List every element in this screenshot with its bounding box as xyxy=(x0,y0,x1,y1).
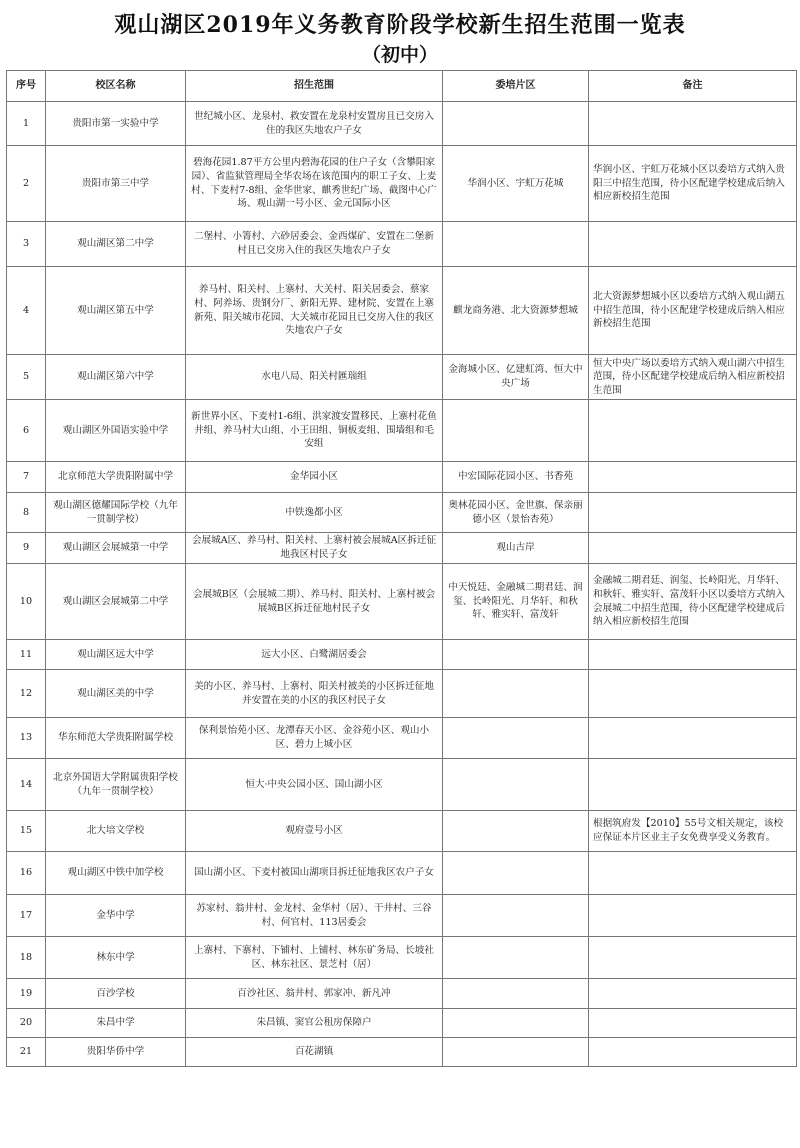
cell-enrollment-scope: 碧海花园1.87平方公里内碧海花园的住户子女（含攀阳家园）、省监狱管理局全华农场在该范围内的职工子女、上麦村、下麦村7-8组、金华世家、麒秀世纪广场、截图中心广场、观山湖一号小区、金元国际小区 xyxy=(186,146,443,222)
cell-school-name: 观山湖区第六中学 xyxy=(46,355,186,400)
page-title: 观山湖区2019年义务教育阶段学校新生招生范围一览表 xyxy=(114,12,686,38)
table-row xyxy=(7,1009,797,1038)
table-row xyxy=(7,400,797,462)
cell-commissioned-area xyxy=(443,1038,589,1067)
cell-enrollment-scope: 百沙社区、翁井村、郭家冲、新凡冲 xyxy=(186,979,443,1009)
cell-no: 8 xyxy=(7,493,46,533)
cell-commissioned-area xyxy=(443,102,589,146)
cell-remarks xyxy=(589,895,797,937)
cell-remarks xyxy=(589,533,797,564)
cell-school-name: 观山湖区德耀国际学校（九年一贯制学校） xyxy=(46,493,186,533)
cell-remarks xyxy=(589,222,797,267)
cell-no: 9 xyxy=(7,533,46,564)
cell-enrollment-scope: 保利景怡苑小区、龙潭春天小区、金谷苑小区、观山小区、碧力上城小区 xyxy=(186,718,443,759)
cell-school-name: 北京外国语大学附属贵阳学校（九年一贯制学校） xyxy=(46,759,186,811)
cell-remarks xyxy=(589,493,797,533)
cell-enrollment-scope: 远大小区、白鹭湖居委会 xyxy=(186,640,443,670)
cell-no: 11 xyxy=(7,640,46,670)
cell-enrollment-scope: 国山湖小区、下麦村被国山湖项目拆迁征地我区农户子女 xyxy=(186,852,443,895)
table-row xyxy=(7,811,797,852)
table-row xyxy=(7,222,797,267)
cell-no: 17 xyxy=(7,895,46,937)
cell-remarks xyxy=(589,400,797,462)
cell-no: 21 xyxy=(7,1038,46,1067)
cell-enrollment-scope: 苏家村、翁井村、金龙村、金华村（居）、干井村、三谷村、何官村、113居委会 xyxy=(186,895,443,937)
cell-commissioned-area xyxy=(443,759,589,811)
cell-commissioned-area xyxy=(443,1009,589,1038)
cell-no: 20 xyxy=(7,1009,46,1038)
cell-commissioned-area: 华润小区、宇虹万花城 xyxy=(443,146,589,222)
header-no: 序号 xyxy=(7,71,46,102)
cell-no: 16 xyxy=(7,852,46,895)
cell-commissioned-area xyxy=(443,718,589,759)
table-row xyxy=(7,640,797,670)
cell-commissioned-area xyxy=(443,222,589,267)
cell-enrollment-scope: 二堡村、小箐村、六砂居委会、金西煤矿、安置在二堡新村且已交房入住的我区失地农户子女 xyxy=(186,222,443,267)
table-header-row xyxy=(7,71,797,102)
table-row xyxy=(7,355,797,400)
cell-remarks: 金融城二期君廷、润玺、长岭阳光、月华轩、和秋轩、雅实轩、富茂轩小区以委培方式纳入会展城二中招生范围，待小区配建学校建成后纳入相应新校招生范围 xyxy=(589,564,797,640)
header-remarks: 备注 xyxy=(589,71,797,102)
cell-school-name: 观山湖区第二中学 xyxy=(46,222,186,267)
cell-commissioned-area: 观山古岸 xyxy=(443,533,589,564)
cell-remarks xyxy=(589,1009,797,1038)
cell-enrollment-scope: 会展城A区、养马村、阳关村、上寨村被会展城A区拆迁征地我区村民子女 xyxy=(186,533,443,564)
table-row xyxy=(7,852,797,895)
cell-commissioned-area xyxy=(443,400,589,462)
header-school-name: 校区名称 xyxy=(46,71,186,102)
cell-commissioned-area xyxy=(443,937,589,979)
table-row xyxy=(7,718,797,759)
cell-commissioned-area: 中天悦廷、金融城二期君廷、润玺、长岭阳光、月华轩、和秋轩、雅实轩、富茂轩 xyxy=(443,564,589,640)
cell-no: 6 xyxy=(7,400,46,462)
cell-enrollment-scope: 金华园小区 xyxy=(186,462,443,493)
cell-school-name: 百沙学校 xyxy=(46,979,186,1009)
cell-enrollment-scope: 养马村、阳关村、上寨村、大关村、阳关居委会、蔡家村、阿养场、贵钢分厂、新阳无界、建材院、安置在上寨新苑、阳关城市花园、大关城市花园且已交房入住的我区失地农户子女 xyxy=(186,267,443,355)
cell-commissioned-area xyxy=(443,979,589,1009)
cell-remarks xyxy=(589,852,797,895)
table-row xyxy=(7,670,797,718)
cell-school-name: 观山湖区中铁中加学校 xyxy=(46,852,186,895)
cell-enrollment-scope: 会展城B区（会展城二期）、养马村、阳关村、上寨村被会展城B区拆迁征地村民子女 xyxy=(186,564,443,640)
cell-no: 1 xyxy=(7,102,46,146)
table-row xyxy=(7,564,797,640)
cell-enrollment-scope: 观府壹号小区 xyxy=(186,811,443,852)
cell-remarks: 恒大中央广场以委培方式纳入观山湖六中招生范围，待小区配建学校建成后纳入相应新校招生范围 xyxy=(589,355,797,400)
cell-commissioned-area xyxy=(443,852,589,895)
cell-no: 2 xyxy=(7,146,46,222)
cell-no: 4 xyxy=(7,267,46,355)
cell-commissioned-area: 麒龙商务港、北大资源梦想城 xyxy=(443,267,589,355)
cell-school-name: 观山湖区会展城第二中学 xyxy=(46,564,186,640)
cell-school-name: 观山湖区会展城第一中学 xyxy=(46,533,186,564)
cell-enrollment-scope: 中铁逸都小区 xyxy=(186,493,443,533)
cell-no: 7 xyxy=(7,462,46,493)
cell-school-name: 北大培文学校 xyxy=(46,811,186,852)
cell-commissioned-area xyxy=(443,811,589,852)
cell-commissioned-area: 中宏国际花园小区、书香苑 xyxy=(443,462,589,493)
cell-no: 12 xyxy=(7,670,46,718)
table-row xyxy=(7,267,797,355)
table-row xyxy=(7,533,797,564)
table-row xyxy=(7,462,797,493)
table-row xyxy=(7,937,797,979)
cell-enrollment-scope: 世纪城小区、龙泉村、救安置在龙泉村安置房且已交房入住的我区失地农户子女 xyxy=(186,102,443,146)
page-subtitle: （初中） xyxy=(361,44,438,66)
table-row xyxy=(7,493,797,533)
cell-enrollment-scope: 新世界小区、下麦村1-6组、洪家渡安置移民、上寨村花鱼井组、养马村大山组、小王田组、铜板麦组、围墙组和毛安组 xyxy=(186,400,443,462)
table-row xyxy=(7,102,797,146)
cell-school-name: 林东中学 xyxy=(46,937,186,979)
table-row xyxy=(7,146,797,222)
cell-school-name: 贵阳市第三中学 xyxy=(46,146,186,222)
enrollment-table xyxy=(6,70,797,1067)
table-row xyxy=(7,759,797,811)
cell-school-name: 北京师范大学贵阳附属中学 xyxy=(46,462,186,493)
table-row xyxy=(7,979,797,1009)
cell-commissioned-area xyxy=(443,895,589,937)
cell-remarks xyxy=(589,102,797,146)
cell-remarks xyxy=(589,640,797,670)
cell-school-name: 金华中学 xyxy=(46,895,186,937)
cell-enrollment-scope: 朱昌镇、窦官公租房保障户 xyxy=(186,1009,443,1038)
header-commissioned-area: 委培片区 xyxy=(443,71,589,102)
cell-enrollment-scope: 水电八局、阳关村匯瑞组 xyxy=(186,355,443,400)
table-body xyxy=(7,102,797,1067)
cell-school-name: 华东师范大学贵阳附属学校 xyxy=(46,718,186,759)
cell-school-name: 朱昌中学 xyxy=(46,1009,186,1038)
cell-school-name: 贵阳市第一实验中学 xyxy=(46,102,186,146)
cell-no: 5 xyxy=(7,355,46,400)
table-row xyxy=(7,1038,797,1067)
cell-school-name: 观山湖区外国语实验中学 xyxy=(46,400,186,462)
cell-remarks: 根据筑府发【2010】55号文相关规定，该校应保证本片区业主子女免费享受义务教育。 xyxy=(589,811,797,852)
cell-remarks xyxy=(589,979,797,1009)
cell-enrollment-scope: 百花湖镇 xyxy=(186,1038,443,1067)
cell-remarks: 北大资源梦想城小区以委培方式纳入观山湖五中招生范围，待小区配建学校建成后纳入相应新校招生范围 xyxy=(589,267,797,355)
cell-no: 19 xyxy=(7,979,46,1009)
cell-remarks xyxy=(589,462,797,493)
cell-remarks xyxy=(589,759,797,811)
cell-school-name: 观山湖区美的中学 xyxy=(46,670,186,718)
cell-commissioned-area: 奥林花园小区、金世旗、保亲丽德小区（景怡杏苑） xyxy=(443,493,589,533)
cell-enrollment-scope: 恒大·中央公园小区、国山湖小区 xyxy=(186,759,443,811)
cell-no: 3 xyxy=(7,222,46,267)
cell-commissioned-area xyxy=(443,670,589,718)
cell-enrollment-scope: 上寨村、下寨村、下铺村、上铺村、林东矿务局、长坡社区、林东社区、景芝村（居） xyxy=(186,937,443,979)
cell-enrollment-scope: 美的小区、养马村、上寨村、阳关村被美的小区拆迁征地并安置在美的小区的我区村民子女 xyxy=(186,670,443,718)
cell-remarks xyxy=(589,1038,797,1067)
cell-school-name: 观山湖区远大中学 xyxy=(46,640,186,670)
cell-school-name: 贵阳华侨中学 xyxy=(46,1038,186,1067)
cell-no: 18 xyxy=(7,937,46,979)
cell-no: 10 xyxy=(7,564,46,640)
cell-school-name: 观山湖区第五中学 xyxy=(46,267,186,355)
cell-no: 13 xyxy=(7,718,46,759)
cell-remarks xyxy=(589,937,797,979)
cell-no: 14 xyxy=(7,759,46,811)
header-enrollment-scope: 招生范围 xyxy=(186,71,443,102)
cell-commissioned-area: 金海城小区、亿建虹湾、恒大中央广场 xyxy=(443,355,589,400)
cell-no: 15 xyxy=(7,811,46,852)
cell-remarks xyxy=(589,670,797,718)
cell-remarks xyxy=(589,718,797,759)
table-row xyxy=(7,895,797,937)
cell-remarks: 华润小区、宇虹万花城小区以委培方式纳入贵阳三中招生范围，待小区配建学校建成后纳入相应新校招生范围 xyxy=(589,146,797,222)
cell-commissioned-area xyxy=(443,640,589,670)
